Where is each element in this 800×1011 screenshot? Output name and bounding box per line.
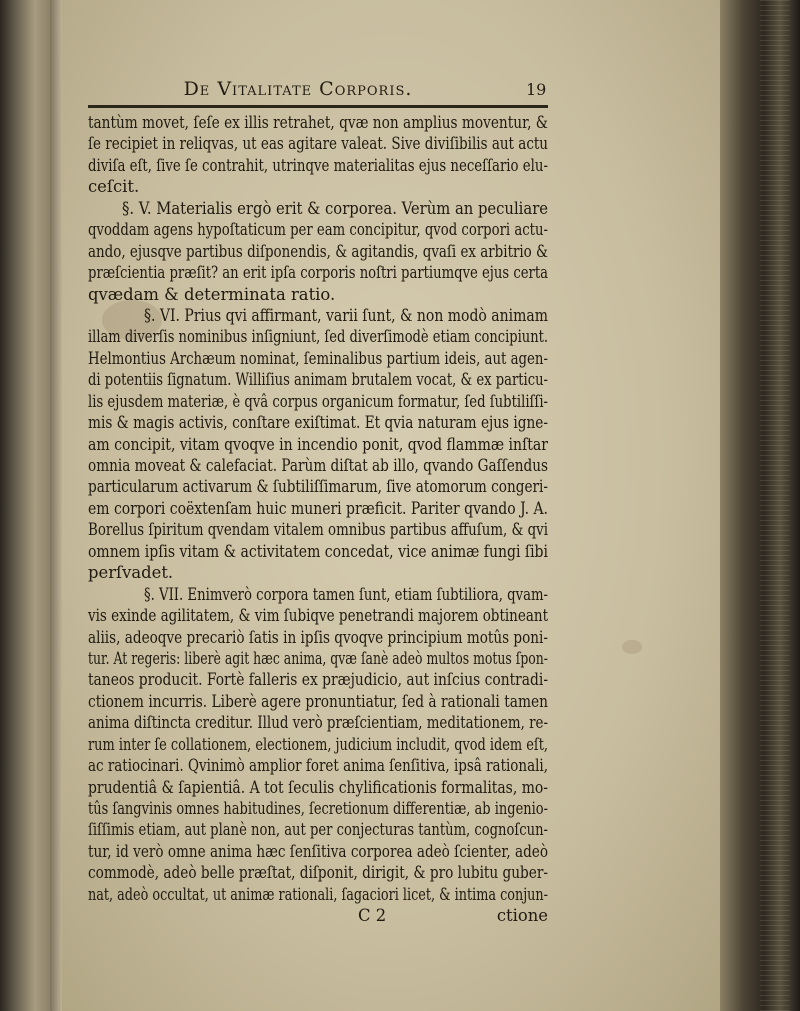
text-line (88, 348, 548, 369)
line-text: omnem ipſis vitam & activitatem concedat, vice animæ fungi ſibi (88, 541, 548, 561)
line-text: qvædam & determinata ratio. (88, 284, 336, 304)
line-text: ctionem incurris. Liberè agere pronuntiatur, ſed à rationali tamen (88, 691, 548, 711)
text-line (88, 326, 548, 347)
text-line (88, 798, 548, 819)
line-text: ceſcit. (88, 177, 140, 197)
line-text: diviſa eſt, ſive ſe contrahit, utrinqve materialitas ejus neceſſario elu- (88, 155, 548, 175)
text-line (88, 434, 548, 455)
text-line (88, 155, 548, 176)
line-text: ac ratiocinari. Qvinimò amplior foret anima ſenſitiva, ipsâ rationali, (88, 756, 548, 776)
line-text: §. V. Materialis ergò erit & corporea. Verùm an peculiare (122, 198, 548, 218)
text-line (88, 519, 548, 540)
text-line (88, 284, 548, 305)
line-text: perſvadet. (88, 563, 174, 583)
line-text: qvoddam agens hypoſtaticum per eam concipitur, qvod corpori actu- (88, 220, 548, 240)
facing-page-edge (0, 0, 50, 1011)
text-line (88, 305, 548, 326)
book-page (62, 0, 720, 1011)
running-title: De Vitalitate Corporis. (183, 78, 413, 100)
line-text: di potentiis ſignatum. Williſius animam brutalem vocat, & ex particu- (88, 370, 548, 390)
text-line (88, 648, 548, 669)
text-line (88, 777, 548, 798)
text-line (88, 819, 548, 840)
line-text: prudentiâ & ſapientiâ. A tot ſeculis chylificationis formalitas, mo- (88, 777, 548, 797)
text-line (88, 262, 548, 283)
line-text: tantùm movet, ſeſe ex illis retrahet, qvæ non amplius moventur, & (88, 113, 548, 132)
text-line (88, 734, 548, 755)
text-line (88, 133, 548, 154)
page-footer (88, 905, 548, 926)
text-line (88, 841, 548, 862)
text-line (88, 584, 548, 605)
line-text: particularum activarum & ſubtiliſſimarum, ſive atomorum congeri- (88, 477, 548, 497)
line-text: aliis, adeoqve precariò ſatis in ipſis qvoqve principium motûs poni- (88, 627, 548, 647)
text-line (88, 198, 548, 219)
line-text: anima diſtincta creditur. Illud verò præſcientiam, meditationem, re- (88, 713, 548, 733)
text-line (88, 541, 548, 562)
line-text: mis & magis activis, conſtare exiſtimat. Et qvia naturam ejus igne- (88, 413, 548, 433)
body-text (88, 112, 548, 927)
line-text: illam diverſis nominibus inſigniunt, ſed diverſimodè etiam concipiunt. (88, 327, 548, 347)
text-block (88, 0, 568, 1011)
line-text: Helmontius Archæum nominat, ſeminalibus partium ideis, aut agen- (88, 348, 548, 368)
line-text: am concipit, vitam qvoqve in incendio ponit, qvod flammæ inſtar (88, 434, 548, 454)
line-text: ando, ejusqve partibus diſponendis, & agitandis, qvaſi ex arbitrio & (88, 241, 548, 261)
page-number: 19 (526, 80, 547, 99)
text-line (88, 219, 548, 240)
line-text: præſcientia præſit? an erit ipſa corporis noſtri partiumqve ejus certa (88, 263, 548, 283)
line-text: lis ejusdem materiæ, è qvâ corpus organicum formatur, ſed ſubtiliſſi- (88, 391, 548, 411)
text-line (88, 562, 548, 583)
line-text: rum inter ſe collationem, electionem, judicium includit, qvod idem eſt, (88, 734, 548, 754)
line-text: Borellus ſpiritum qvendam vitalem omnibus partibus affuſum, & qvi (88, 520, 548, 540)
line-text: tûs ſangvinis omnes habitudines, ſecretionum differentiæ, ab ingenio- (88, 799, 548, 818)
text-line (88, 476, 548, 497)
signature-mark: C 2 (358, 906, 387, 926)
line-text: vis exinde agilitatem, & vim ſubiqve penetrandi majorem obtineant (88, 606, 548, 626)
text-line (88, 498, 548, 519)
line-text: ſiſſimis etiam, aut planè non, aut per conjecturas tantùm, cognoſcun- (88, 820, 548, 840)
text-line (88, 884, 548, 905)
line-text: taneos producit. Fortè falleris ex præjudicio, aut inſcius contradi- (88, 670, 548, 690)
text-line (88, 862, 548, 883)
text-line (88, 455, 548, 476)
line-text: nat, adeò occultat, ut animæ rationali, ſagaciori licet, & intima conjun- (88, 884, 548, 904)
line-text: tur. At regeris: liberè agit hæc anima, qvæ ſanè adeò multos motus ſpon- (88, 648, 548, 668)
header-rule (88, 105, 548, 108)
line-text: em corpori coëxtenſam huic muneri præficit. Pariter qvando J. A. (88, 498, 548, 518)
text-line (88, 691, 548, 712)
text-line (88, 627, 548, 648)
text-line (88, 669, 548, 690)
foxing-stain (622, 640, 642, 654)
text-line (88, 112, 548, 133)
text-line (88, 605, 548, 626)
line-text: omnia moveat & calefaciat. Parùm diſtat ab illo, qvando Gaſſendus (88, 456, 548, 475)
text-line (88, 391, 548, 412)
line-text: commodè, adeò belle præſtat, diſponit, dirigit, & pro lubitu guber- (88, 863, 548, 883)
text-line (88, 712, 548, 733)
line-text: tur, id verò omne anima hæc ſenſitiva corporea adeò ſcienter, adeò (88, 841, 548, 861)
page-stack-lines (760, 0, 790, 1011)
text-line (88, 412, 548, 433)
text-line (88, 369, 548, 390)
text-line (88, 755, 548, 776)
line-text: §. VII. Enimverò corpora tamen ſunt, etiam ſubtiliora, qvam- (144, 584, 548, 604)
catchword: ctione (496, 906, 548, 926)
line-text: ſe recipiet in reliqvas, ut eas agitare valeat. Sive diviſibilis aut actu (88, 134, 548, 154)
text-line (88, 241, 548, 262)
line-text: §. VI. Prius qvi affirmant, varii ſunt, & non modò animam (144, 305, 548, 325)
text-line (88, 176, 548, 197)
